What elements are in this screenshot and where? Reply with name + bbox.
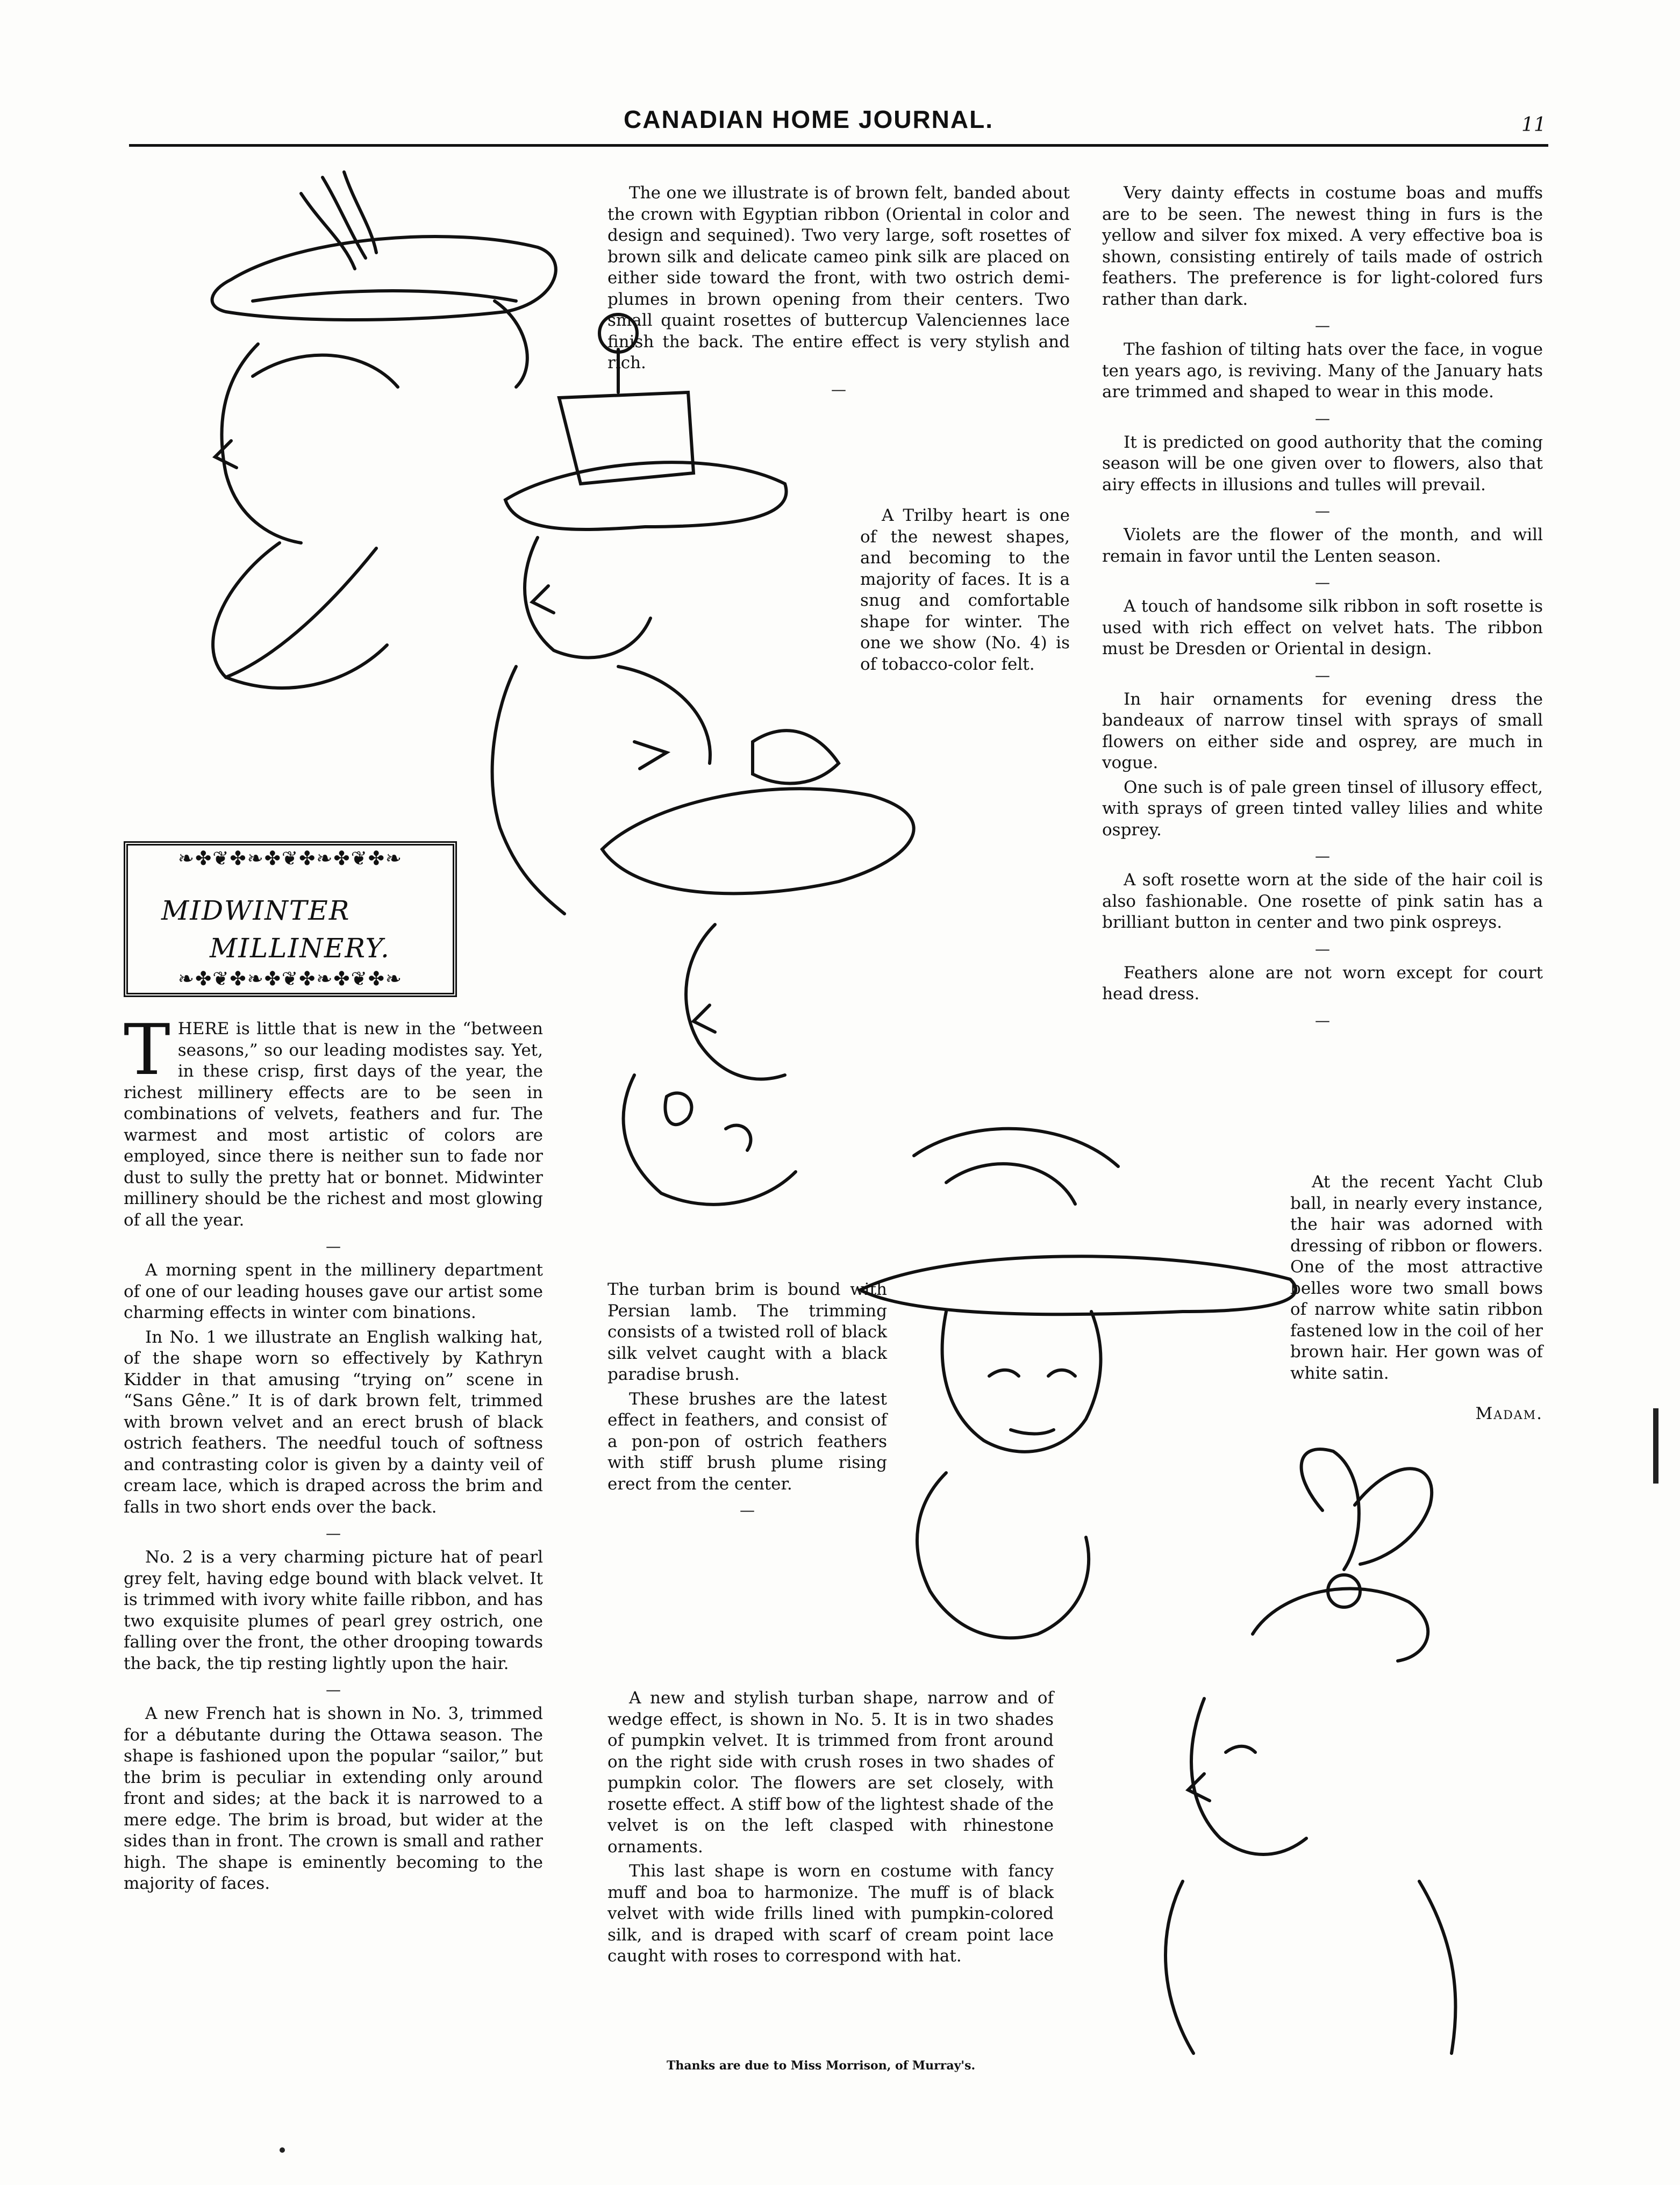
middle-column-bottom [607,1688,1054,1987]
illustration-hat-5 [1166,1449,1456,2053]
separator: — [1315,317,1330,334]
separator: — [1315,1011,1330,1029]
paragraph: Feathers alone are not worn except for court head dress. [1102,963,1543,1004]
page-number: 11 [1521,114,1546,136]
separator: — [1315,409,1330,427]
author-signature: Madam. [1475,1404,1543,1423]
title-ornament-top: ❧✤❦✤❧✤❦✤❧✤❦✤❧ [177,850,403,868]
paragraph: A Trilby heart is one of the newest shapes, and becoming to the majority of faces. It is a snug and comfortable shape for winter. The one we show (No. 4) is of tobacco-color felt. [860,506,1070,674]
paragraph: Violets are the flower of the month, and will remain in favor until the Lenten season. [1102,525,1543,566]
credit-line: Thanks are due to Miss Morrison, of Murray's. [667,2059,976,2073]
middle-column-turban [607,1279,887,1524]
drop-cap: T [124,1009,170,1091]
paragraph: A morning spent in the millinery department of one of our leading houses gave our artist some charming effects in winter com binations. [124,1260,543,1322]
separator: — [1315,666,1330,684]
paragraph: At the recent Yacht Club ball, in nearly every instance, the hair was adorned with dressing of ribbon or flowers. One of the most attractive belles wore two small bows of narrow white satin ribbon fastened low in the coil of her brown hair. Her gown was of white satin. [1290,1172,1543,1383]
right-column-lower [1290,1172,1543,1444]
separator: — [740,1501,755,1519]
paragraph: No. 2 is a very charming picture hat of pearl grey felt, having edge bound with black velvet. It is trimmed with ivory white faille ribbon, and has two exquisite plumes of pearl grey ostrich, one falling over the front, the other drooping towards the back, the tip resting lightly upon the hair. [124,1548,543,1673]
illustration-hat-1 [212,172,556,688]
paragraph: A new and stylish turban shape, narrow and of wedge effect, is shown in No. 5. It is in two shades of pumpkin velvet. It is trimmed from front around on the right side with crush roses in two shades of pumpkin color. The flowers are set closely, with rosette effect. A stiff bow of the lightest shade of the velvet is on the left clasped with rhinestone ornaments. [607,1688,1054,1857]
illustration-hat-4 [860,1129,1296,1638]
paragraph: Very dainty effects in costume boas and muffs are to be seen. The newest thing in furs is the yellow and silver fox mixed. A very effective boa is shown, consisting entirely of tails made of ostrich feathers. The preference is for light-colored furs rather than dark. [1102,183,1543,309]
paragraph: In hair ornaments for evening dress the bandeaux of narrow tinsel with sprays of small flowers on either side and osprey, are much in vogue. [1102,689,1543,772]
paragraph: The turban brim is bound with Persian lamb. The trimming consists of a twisted roll of black silk velvet caught with a black paradise brush. [607,1280,887,1384]
paragraph: The fashion of tilting hats over the face, in vogue ten years ago, is reviving. Many of the January hats are trimmed and shaped to wear in this mode. [1102,340,1543,402]
separator: — [1315,940,1330,958]
right-column [1102,183,1543,1034]
paragraph: In No. 1 we illustrate an English walking hat, of the shape worn so effectively by Kathryn Kidder in that amusing “trying on” scene in “Sans Gêne.” It is of dark brown felt, trimmed with brown velvet and an erect brush of black ostrich feathers. The needful touch of softness and contrasting color is given by a dainty veil of cream lace, which is draped across the brim and falls in two short ends over the back. [124,1327,543,1517]
page-header-title: CANADIAN HOME JOURNAL. [624,105,993,133]
paragraph: These brushes are the latest effect in feathers, and consist of a pon-pon of ostrich feathers with stiff brush plume rising erect from the center. [607,1389,887,1494]
middle-column-trilby [860,505,1070,694]
separator: — [1315,502,1330,520]
paragraph: This last shape is worn en costume with fancy muff and boa to harmonize. The muff is of black velvet with wide frills lined with pumpkin-colored silk, and is draped with scarf of cream point lace caught with roses to correspond with hat. [607,1861,1054,1966]
paragraph: The one we illustrate is of brown felt, banded about the crown with Egyptian ribbon (Oriental in color and design and sequined). Two very large, soft rosettes of brown silk and delicate cameo pink silk are placed on either side toward the front, with two ostrich demi-plumes in brown opening from their centers. Two small quaint rosettes of buttercup Valenciennes lace finish the back. The entire effect is very stylish and rich. [607,183,1070,372]
paragraph: A soft rosette worn at the side of the hair coil is also fashionable. One rosette of pink satin has a brilliant button in center and two pink ospreys. [1102,870,1543,932]
middle-column-top [607,183,1070,403]
separator: — [326,1681,341,1699]
paragraph: A touch of handsome silk ribbon in soft rosette is used with rich effect on velvet hats. The ribbon must be Dresden or Oriental in design. [1102,597,1543,658]
separator: — [831,380,846,398]
paragraph: THERE is little that is new in the “between seasons,” so our leading modistes say. Yet, in these crisp, first days of the year, the richest millinery effects are to be seen in combinations of velvets, feathers and fur. The warmest and most artistic of colors are employed, since there is neither sun to fade nor dust to sully the pretty hat or bonnet. Midwinter millinery should be the richest and most glowing of all the year. [124,1009,543,1230]
paragraph: It is predicted on good authority that the coming season will be one given over to flowers, also that airy effects in illusions and tulles will prevail. [1102,432,1543,495]
article-title-line1: MIDWINTER [161,895,351,926]
separator: — [326,1237,341,1255]
print-speck [280,2147,285,2153]
article-title-line2: MILLINERY. [210,933,390,964]
paragraph: A new French hat is shown in No. 3, trimmed for a débutante during the Ottawa season. The shape is fashioned upon the popular “sailor,” but the brim is peculiar in extending only around front and sides; at the back it is narrowed to a mere edge. The brim is broad, but wider at the sides than in front. The crown is small and rather high. The shape is eminently becoming to the majority of faces. [124,1704,543,1893]
paragraph: One such is of pale green tinsel of illusory effect, with sprays of green tinted valley lilies and white osprey. [1102,777,1543,840]
illustration-hat-3 [602,730,914,1205]
left-column [124,1009,543,1914]
title-ornament-bottom: ❧✤❦✤❧✤❦✤❧✤❦✤❧ [177,970,403,988]
separator: — [1315,574,1330,591]
separator: — [1315,847,1330,865]
article-title-box [124,841,457,997]
separator: — [326,1524,341,1542]
edge-mark [1653,1408,1658,1484]
